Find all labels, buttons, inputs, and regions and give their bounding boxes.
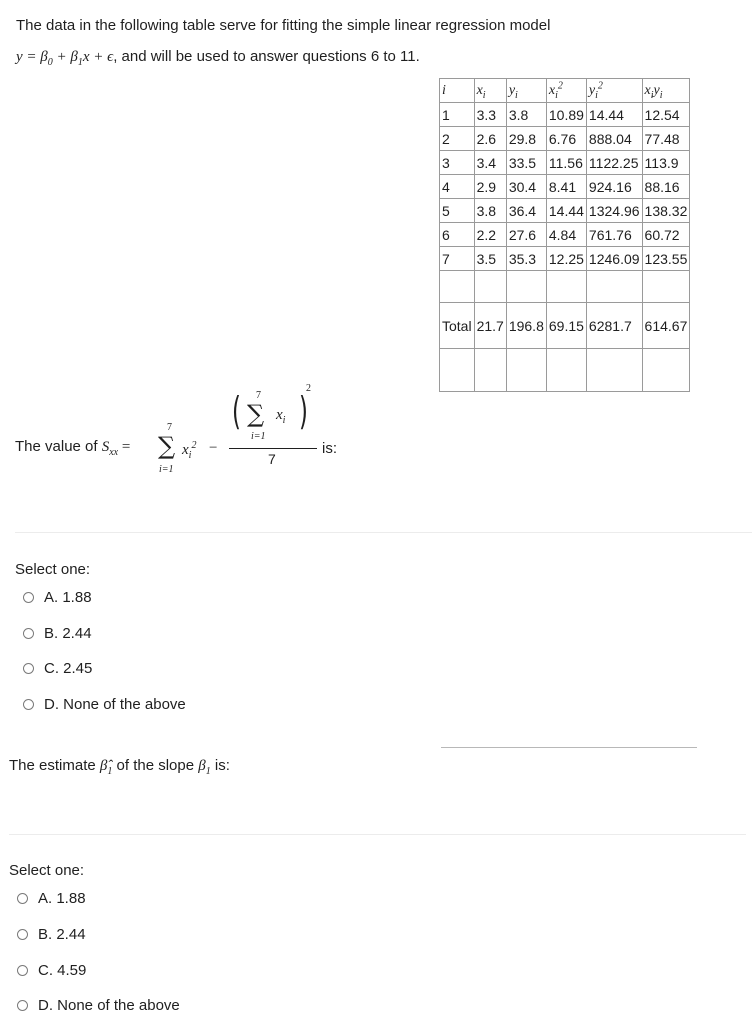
radio-icon[interactable]	[17, 929, 28, 940]
header-xi: $x_i$	[474, 79, 506, 103]
table-row	[440, 127, 690, 151]
radio-icon[interactable]	[23, 592, 34, 603]
cell: 3.5	[474, 247, 506, 271]
cell: 6	[440, 223, 475, 247]
cell: 3.8	[474, 199, 506, 223]
option-label: D. None of the above	[44, 696, 186, 713]
cell: 2	[440, 127, 475, 151]
cell: 1246.09	[586, 247, 642, 271]
cell: 1324.96	[586, 199, 642, 223]
denominator: 7	[268, 451, 276, 467]
cell: 4.84	[546, 223, 586, 247]
power: 2	[306, 383, 311, 394]
cell: 123.55	[642, 247, 690, 271]
table-row	[440, 199, 690, 223]
q2-suffix: is:	[210, 757, 230, 774]
cell: 88.16	[642, 175, 690, 199]
q1-option-c[interactable]	[23, 660, 92, 677]
table-row	[440, 175, 690, 199]
sum2-sigma: ∑	[247, 400, 265, 428]
header-yi: $y_i$	[506, 79, 546, 103]
model-mid1: + β	[52, 49, 78, 65]
q2-option-d[interactable]	[17, 997, 180, 1014]
total-label: Total	[440, 303, 475, 349]
radio-icon[interactable]	[23, 663, 34, 674]
option-label: D. None of the above	[38, 997, 180, 1014]
cell: 2.9	[474, 175, 506, 199]
cell: 35.3	[506, 247, 546, 271]
cell: 924.16	[586, 175, 642, 199]
cell: 2.2	[474, 223, 506, 247]
beta-symbol: β	[198, 758, 206, 774]
sxx-sub: xx	[109, 447, 119, 458]
cell: 29.8	[506, 127, 546, 151]
q2-select-label: Select one:	[9, 862, 85, 879]
option-label: A. 1.88	[44, 589, 92, 606]
sum1-term: $x_i^2$	[182, 440, 197, 461]
cell: 12.25	[546, 247, 586, 271]
beta-sub: 1	[205, 766, 211, 777]
fraction-bar	[229, 448, 317, 449]
beta1-sub: 1	[77, 57, 83, 68]
radio-icon[interactable]	[17, 1000, 28, 1011]
q1-select-label: Select one:	[15, 561, 91, 578]
divider	[15, 532, 752, 533]
cell: 27.6	[506, 223, 546, 247]
cell: 1122.25	[586, 151, 642, 175]
cell: 6.76	[546, 127, 586, 151]
cell: 888.04	[586, 127, 642, 151]
q2-option-b[interactable]	[17, 926, 86, 943]
cell: 14.44	[586, 103, 642, 127]
table-row	[440, 103, 690, 127]
minus-sign: −	[209, 440, 218, 456]
right-paren: )	[299, 389, 308, 433]
header-xi2: $x_i^2$	[546, 79, 586, 103]
table-total-row	[440, 303, 690, 349]
q2-label	[9, 757, 230, 775]
option-label: A. 1.88	[38, 890, 86, 907]
cell: 30.4	[506, 175, 546, 199]
radio-icon[interactable]	[23, 628, 34, 639]
cell: 77.48	[642, 127, 690, 151]
cell: 12.54	[642, 103, 690, 127]
header-yi2: $y_i^2$	[586, 79, 642, 103]
model-mid2: x + ϵ	[82, 49, 114, 65]
cell: 7	[440, 247, 475, 271]
intro-suffix: , and will be used to answer questions 6 to 11.	[113, 48, 420, 65]
cell: 113.9	[642, 151, 690, 175]
beta-hat: β̂	[99, 758, 108, 774]
sum1-sigma: ∑	[158, 432, 176, 460]
total-cell: 6281.7	[586, 303, 642, 349]
cell: 11.56	[546, 151, 586, 175]
table-row	[440, 247, 690, 271]
cell: 33.5	[506, 151, 546, 175]
radio-icon[interactable]	[17, 893, 28, 904]
sum2-lower: i=1	[251, 431, 266, 442]
total-cell: 21.7	[474, 303, 506, 349]
header-xiyi: $x_iy_i$	[642, 79, 690, 103]
cell: 36.4	[506, 199, 546, 223]
q2-option-a[interactable]	[17, 890, 86, 907]
radio-icon[interactable]	[23, 699, 34, 710]
q1-option-b[interactable]	[23, 625, 92, 642]
table-row	[440, 223, 690, 247]
cell: 1	[440, 103, 475, 127]
option-label: B. 2.44	[38, 926, 86, 943]
radio-icon[interactable]	[17, 965, 28, 976]
cell: 761.76	[586, 223, 642, 247]
table-tail-row	[440, 349, 690, 392]
beta0-sub: 0	[47, 57, 53, 68]
q2-option-c[interactable]	[17, 962, 86, 979]
model-prefix: y = β	[16, 49, 48, 65]
cell: 60.72	[642, 223, 690, 247]
data-table	[439, 78, 690, 392]
sum2-term: $x_i$	[276, 407, 286, 426]
option-label: B. 2.44	[44, 625, 92, 642]
sum1-lower: i=1	[159, 464, 174, 475]
option-label: C. 2.45	[44, 660, 93, 677]
divider	[9, 834, 746, 835]
cell: 3.8	[506, 103, 546, 127]
header-i: i	[440, 79, 475, 103]
cell: 5	[440, 199, 475, 223]
answer-line	[441, 747, 697, 748]
cell: 2.6	[474, 127, 506, 151]
cell: 3	[440, 151, 475, 175]
total-cell: 196.8	[506, 303, 546, 349]
cell: 14.44	[546, 199, 586, 223]
cell: 8.41	[546, 175, 586, 199]
cell: 3.4	[474, 151, 506, 175]
cell: 4	[440, 175, 475, 199]
table-header-row	[440, 79, 690, 103]
sum1-upper: 7	[167, 422, 172, 433]
option-label: C. 4.59	[38, 962, 87, 979]
total-cell: 69.15	[546, 303, 586, 349]
q2-prefix: The estimate	[9, 757, 100, 774]
left-paren: (	[232, 389, 241, 433]
regression-model	[16, 48, 420, 66]
intro-text: The data in the following table serve for fitting the simple linear regression model	[16, 17, 551, 34]
q1-label	[15, 438, 130, 456]
q1-option-a[interactable]	[23, 589, 92, 606]
q1-option-d[interactable]	[23, 696, 186, 713]
sxx-symbol: S	[101, 439, 110, 455]
total-cell: 614.67	[642, 303, 690, 349]
equals-sign: =	[118, 439, 131, 455]
cell: 10.89	[546, 103, 586, 127]
q2-middle: of the slope	[112, 757, 199, 774]
cell: 138.32	[642, 199, 690, 223]
sum2-upper: 7	[256, 390, 261, 401]
q1-prefix: The value of	[15, 438, 102, 455]
beta-hat-sub: 1	[107, 766, 113, 777]
q1-suffix: is:	[322, 440, 337, 457]
table-spacer-row	[440, 271, 690, 303]
cell: 3.3	[474, 103, 506, 127]
table-row	[440, 151, 690, 175]
